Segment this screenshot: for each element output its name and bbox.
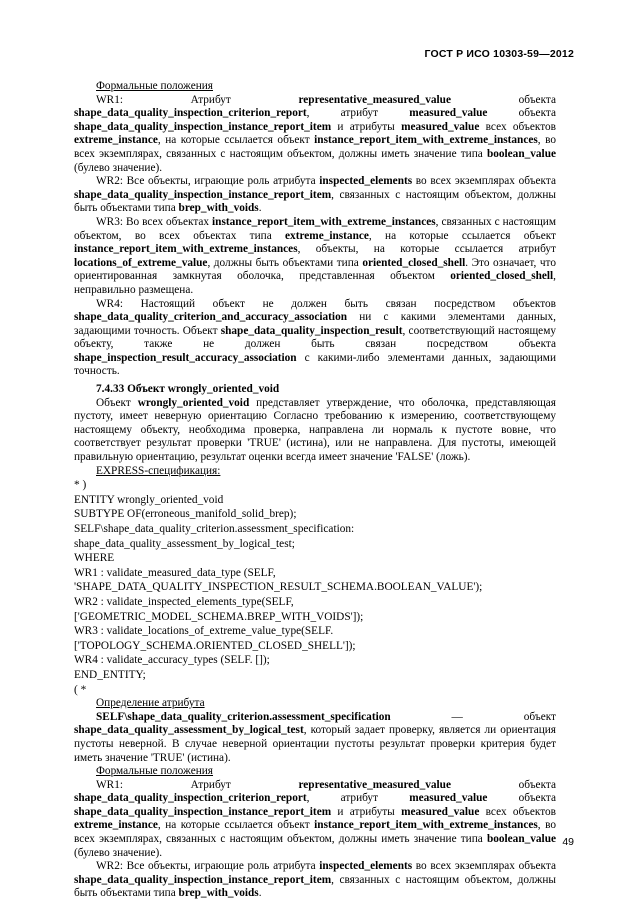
express-code-line: ENTITY wrongly_oriented_void	[74, 493, 224, 506]
clause-body-7-4-33: Объект wrongly_oriented_void представляет утверждение, что оболочка, представляющая пустоту, имеет неверную ориентацию Согласно требованию к измерению, соответствующему настоящему объекту, необходима проверка, направлена ли нормаль к пустоте вовне, что соответствует результат проверки 'TRUE' (истина), или не направлена. Для пустоты, имеющей правильную ориентацию, результат оценки всегда имеет значение 'FALSE' (ложь).	[74, 396, 556, 464]
formal-provisions-heading-2: Формальные положения	[96, 765, 214, 778]
express-code-line: END_ENTITY;	[74, 668, 146, 681]
express-code-line: WR2 : validate_inspected_elements_type(SELF,	[74, 595, 294, 608]
attribute-definition-heading: Определение атрибута	[96, 697, 205, 710]
express-code-line: ['GEOMETRIC_MODEL_SCHEMA.BREP_WITH_VOIDS']);	[74, 610, 364, 623]
wr3-paragraph-1: WR3: Во всех объектах instance_report_item_with_extreme_instances, связанных с настоящим объектом, во всех объектах типа extreme_instance, на которые ссылается объект instance_report_item_with_extreme_instances, объекты, на которые ссылается атрибут locations_of_extreme_value, должны быть объектами типа oriented_closed_shell. Это означает, что ориентированная замкнутая оболочка, представленная объектом oriented_closed_shell, неправильно размещена.	[74, 215, 556, 296]
attribute-definition-body: SELF\shape_data_quality_criterion.assessment_specification — объект shape_data_quality_assessment_by_logical_test, который задает проверку, является ли ориентация пустоты неверной. В случае неверной ориентации пустоты результат проверки критерия будет иметь значение 'TRUE' (истина).	[74, 710, 556, 764]
express-code-line: * )	[74, 479, 87, 492]
wr2-paragraph-2: WR2: Все объекты, играющие роль атрибута inspected_elements во всех экземплярах объекта shape_data_quality_inspection_instance_report_item, связанных с настоящим объектом, должны быть объектами типа brep_with_voids.	[74, 860, 556, 900]
formal-provisions-heading-1: Формальные положения	[96, 80, 214, 92]
express-code-line: ( *	[74, 683, 87, 696]
express-code-line: SUBTYPE OF(erroneous_manifold_solid_brep);	[74, 508, 297, 521]
wr4-paragraph-1: WR4: Настоящий объект не должен быть связан посредством объектов shape_data_quality_criterion_and_accuracy_association ни с какими элементами данных, задающими точность. Объект shape_data_quality_inspection_result, соответствующий настоящему объекту, также не должен быть связан посредством объекта shape_inspection_result_accuracy_association с какими-либо элементами данных, задающими точность.	[74, 297, 556, 378]
express-specification-heading: EXPRESS-спецификация:	[96, 464, 221, 477]
express-code-line: WR1 : validate_measured_data_type (SELF,	[74, 566, 276, 579]
page-content	[74, 80, 556, 901]
page-header: ГОСТ Р ИСО 10303-59—2012	[424, 48, 574, 60]
clause-title-7-4-33: 7.4.33 Объект wrongly_oriented_void	[96, 383, 280, 396]
express-code-line: WR4 : validate_accuracy_types (SELF. []);	[74, 654, 270, 667]
express-code-line: shape_data_quality_assessment_by_logical_test;	[74, 537, 295, 550]
express-code-line: WHERE	[74, 552, 115, 565]
express-code-line: SELF\shape_data_quality_criterion.assessment_specification:	[74, 523, 355, 535]
express-code-line: 'SHAPE_DATA_QUALITY_INSPECTION_RESULT_SCHEMA.BOOLEAN_VALUE');	[74, 581, 483, 594]
wr2-paragraph-1: WR2: Все объекты, играющие роль атрибута inspected_elements во всех экземплярах объекта shape_data_quality_inspection_instance_report_item, связанных с настоящим объектом, должны быть объектами типа brep_with_voids.	[74, 175, 556, 215]
express-code-block	[74, 478, 556, 697]
express-code-line: WR3 : validate_locations_of_extreme_value_type(SELF.	[74, 625, 334, 638]
page-number: 49	[562, 836, 574, 848]
wr1-paragraph-2: WR1: Атрибут representative_measured_value объекта shape_data_quality_inspection_criterion_report, атрибут measured_value объекта shape_data_quality_inspection_instance_report_item и атрибуты measured_value всех объектов extreme_instance, на которые ссылается объект instance_report_item_with_extreme_instances, во всех экземплярах, связанных с настоящим объектом, должны иметь значение типа boolean_value (булево значение).	[74, 778, 556, 859]
wr1-paragraph-1: WR1: Атрибут representative_measured_value объекта shape_data_quality_inspection_criterion_report, атрибут measured_value объекта shape_data_quality_inspection_instance_report_item и атрибуты measured_value всех объектов extreme_instance, на которые ссылается объект instance_report_item_with_extreme_instances, во всех экземплярах, связанных с настоящим объектом, должны иметь значение типа boolean_value (булево значение).	[74, 93, 556, 174]
express-code-line: ['TOPOLOGY_SCHEMA.ORIENTED_CLOSED_SHELL']);	[74, 639, 356, 652]
